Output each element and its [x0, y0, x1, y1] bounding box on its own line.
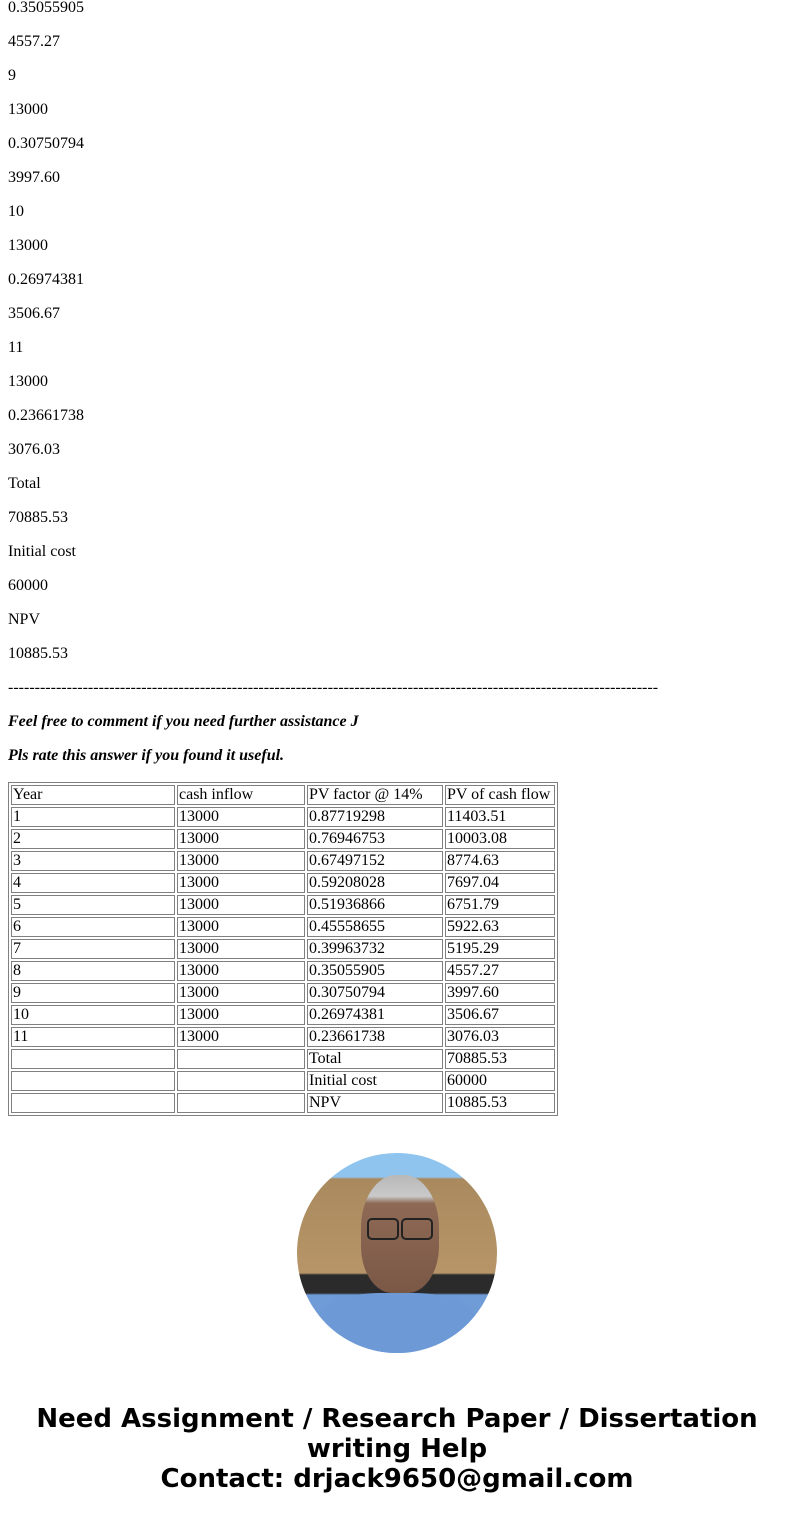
table-cell: 1 [11, 807, 175, 827]
table-cell: 4 [11, 873, 175, 893]
table-cell: 7 [11, 939, 175, 959]
table-cell: 6751.79 [445, 895, 555, 915]
table-cell: 13000 [177, 829, 305, 849]
table-cell [177, 1049, 305, 1069]
text-line: 0.30750794 [8, 135, 84, 152]
table-cell: 0.23661738 [307, 1027, 443, 1047]
table-cell: 0.67497152 [307, 851, 443, 871]
text-line: 10885.53 [8, 645, 68, 662]
table-cell: 13000 [177, 917, 305, 937]
table-cell: 0.39963732 [307, 939, 443, 959]
table-cell: 3 [11, 851, 175, 871]
table-cell: PV of cash flow [445, 785, 555, 805]
table-cell: 7697.04 [445, 873, 555, 893]
rate-note: Pls rate this answer if you found it useful. [8, 747, 285, 764]
table-cell [11, 1071, 175, 1091]
table-cell: 0.30750794 [307, 983, 443, 1003]
table-row [11, 1027, 555, 1047]
table-cell: 8774.63 [445, 851, 555, 871]
table-cell: 0.51936866 [307, 895, 443, 915]
author-photo [297, 1153, 497, 1353]
table-cell: NPV [307, 1093, 443, 1113]
table-cell: 13000 [177, 807, 305, 827]
answer-text [8, 0, 658, 773]
table-cell: 0.45558655 [307, 917, 443, 937]
text-line: 0.26974381 [8, 271, 84, 288]
text-line: 9 [8, 67, 16, 84]
table-cell: 13000 [177, 1027, 305, 1047]
text-line: Initial cost [8, 543, 76, 560]
table-cell: 6 [11, 917, 175, 937]
table-cell: 13000 [177, 961, 305, 981]
table-cell: 0.87719298 [307, 807, 443, 827]
table-row [11, 895, 555, 915]
table-row [11, 939, 555, 959]
table-cell: 11403.51 [445, 807, 555, 827]
comment-note: Feel free to comment if you need further assistance J [8, 713, 359, 730]
text-line: 11 [8, 339, 24, 356]
table-cell: 8 [11, 961, 175, 981]
promo-line-2: writing Help [306, 1434, 488, 1464]
table-row [11, 917, 555, 937]
text-line: 3076.03 [8, 441, 60, 458]
table-cell: 0.59208028 [307, 873, 443, 893]
divider-line: -------------------------------------------------------------------------------------------------------------------------- [8, 679, 659, 696]
table-row [11, 873, 555, 893]
text-line: 0.23661738 [8, 407, 84, 424]
promo-banner [0, 1404, 794, 1494]
table-row [11, 851, 555, 871]
promo-line-1: Need Assignment / Research Paper / Dissertation [36, 1404, 758, 1434]
table-cell: PV factor @ 14% [307, 785, 443, 805]
text-line: 0.35055905 [8, 0, 84, 16]
text-line: 4557.27 [8, 33, 60, 50]
table-cell: cash inflow [177, 785, 305, 805]
table-cell: 5195.29 [445, 939, 555, 959]
table-cell: 13000 [177, 851, 305, 871]
text-line: 3506.67 [8, 305, 60, 322]
text-line: 13000 [8, 101, 48, 118]
table-cell: 13000 [177, 983, 305, 1003]
promo-contact: Contact: drjack9650@gmail.com [160, 1464, 634, 1494]
shirt-shape [317, 1293, 477, 1353]
text-line: 10 [8, 203, 24, 220]
table-cell: 9 [11, 983, 175, 1003]
table-cell: 0.26974381 [307, 1005, 443, 1025]
table-row [11, 807, 555, 827]
table-row [11, 1049, 555, 1069]
table-cell: 13000 [177, 939, 305, 959]
text-line: NPV [8, 611, 41, 628]
table-cell: Initial cost [307, 1071, 443, 1091]
table-cell [177, 1093, 305, 1113]
table-cell: 10 [11, 1005, 175, 1025]
text-line: 3997.60 [8, 169, 60, 186]
table-cell: 10003.08 [445, 829, 555, 849]
table-cell: 70885.53 [445, 1049, 555, 1069]
text-line: 60000 [8, 577, 48, 594]
table-cell: 13000 [177, 1005, 305, 1025]
table-cell: 13000 [177, 873, 305, 893]
table-row [11, 1093, 555, 1113]
table-cell: 11 [11, 1027, 175, 1047]
table-row [11, 961, 555, 981]
glasses-icon [367, 1218, 433, 1238]
table-row [11, 829, 555, 849]
table-cell: 5922.63 [445, 917, 555, 937]
table-cell: 3997.60 [445, 983, 555, 1003]
table-cell: Year [11, 785, 175, 805]
table-cell: 2 [11, 829, 175, 849]
table-cell: 3506.67 [445, 1005, 555, 1025]
table-row [11, 983, 555, 1003]
table-cell [11, 1093, 175, 1113]
table-cell: 0.35055905 [307, 961, 443, 981]
table-cell: 60000 [445, 1071, 555, 1091]
table-cell: Total [307, 1049, 443, 1069]
table-cell [11, 1049, 175, 1069]
table-cell: 4557.27 [445, 961, 555, 981]
table-cell: 13000 [177, 895, 305, 915]
table-header-row [11, 785, 555, 805]
table-row [11, 1005, 555, 1025]
table-cell [177, 1071, 305, 1091]
table-cell: 5 [11, 895, 175, 915]
npv-table [8, 782, 558, 1116]
table-row [11, 1071, 555, 1091]
text-line: 13000 [8, 237, 48, 254]
text-line: Total [8, 475, 41, 492]
text-line: 13000 [8, 373, 48, 390]
table-cell: 10885.53 [445, 1093, 555, 1113]
table-cell: 0.76946753 [307, 829, 443, 849]
text-line: 70885.53 [8, 509, 68, 526]
table-cell: 3076.03 [445, 1027, 555, 1047]
